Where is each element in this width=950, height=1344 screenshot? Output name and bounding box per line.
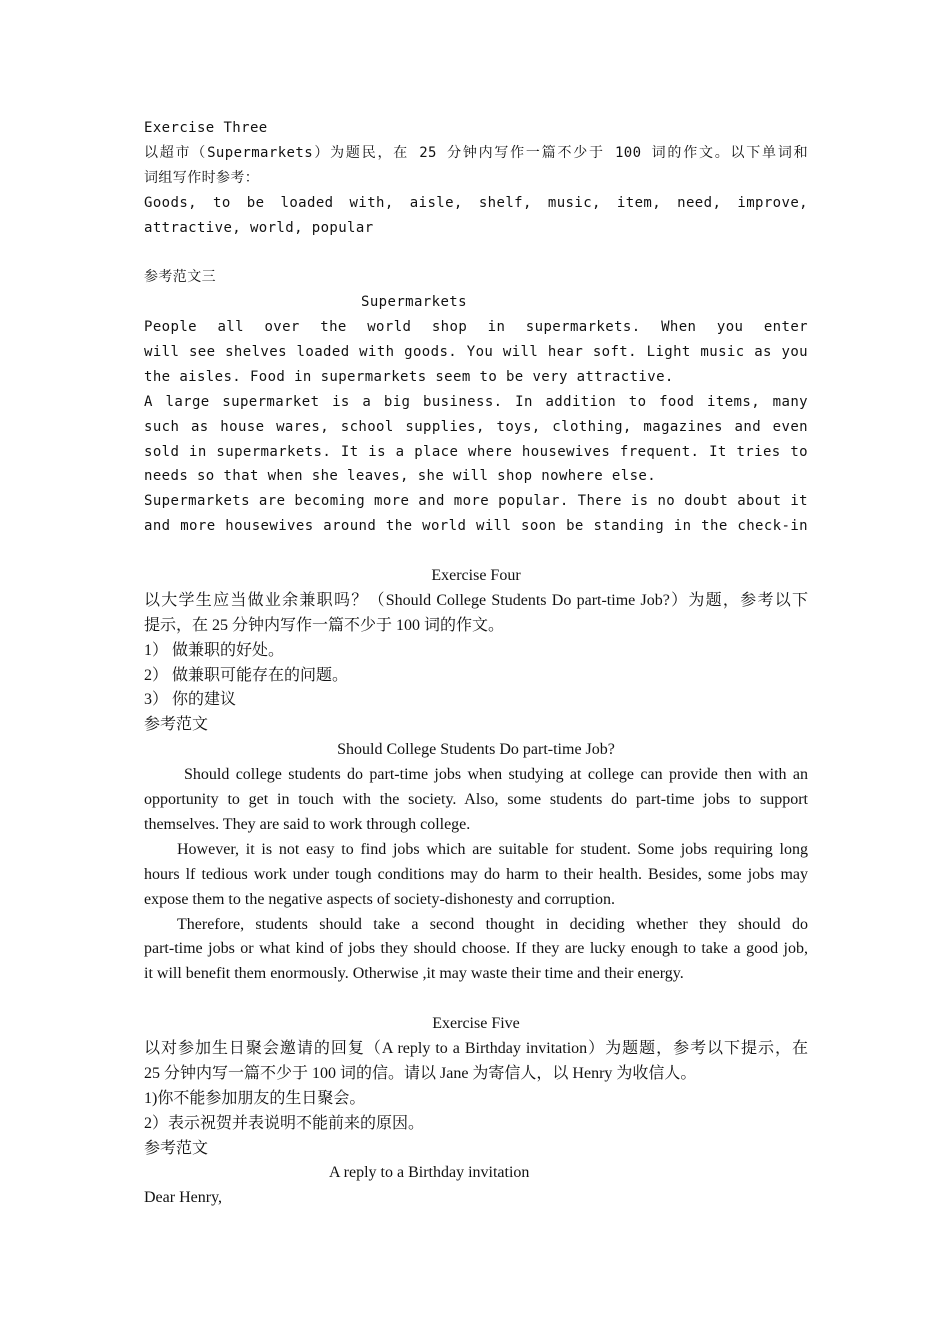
exercise-three-prompt-line: Goods, to be loaded with, aisle, shelf, music, item, need, improve, xyxy=(144,194,808,211)
exercise-three-essay-line: A large supermarket is a big business. In addition to food items, many xyxy=(144,393,808,410)
exercise-five-salutation: Dear Henry, xyxy=(144,1189,223,1207)
spacer xyxy=(144,539,808,564)
exercise-four-prompt-item: 1） 做兼职的好处。 xyxy=(144,641,285,659)
exercise-five-prompt-line: 以对参加生日聚会邀请的回复（A reply to a Birthday invitation）为题题，参考以下提示，在 xyxy=(144,1039,808,1057)
exercise-four-prompt-line: 提示，在 25 分钟内写作一篇不少于 100 词的作文。 xyxy=(144,616,505,634)
exercise-three-essay-line: needs so that when she leaves, she will shop nowhere else. xyxy=(144,468,657,485)
exercise-three-prompt-line: 词组写作时参考： xyxy=(144,169,260,186)
exercise-five-reference-label: 参考范文 xyxy=(144,1139,209,1157)
document-page xyxy=(144,116,808,1211)
exercise-five-letter-title: A reply to a Birthday invitation xyxy=(329,1164,530,1182)
exercise-three-essay-line: the aisles. Food in supermarkets seem to be very attractive. xyxy=(144,368,674,385)
exercise-three-essay-line: sold in supermarkets. It is a place where housewives frequent. It tries to xyxy=(144,443,808,460)
exercise-three-reference-label: 参考范文三 xyxy=(144,269,216,286)
exercise-five-heading: Exercise Five xyxy=(432,1015,520,1033)
exercise-four-essay-line: opportunity to get in touch with the society. Also, some students do part-time jobs to support xyxy=(144,791,808,809)
exercise-three-essay-title: Supermarkets xyxy=(361,294,467,311)
exercise-four-reference-label: 参考范文 xyxy=(144,716,209,734)
exercise-three-prompt-line: attractive, world, popular xyxy=(144,219,374,236)
exercise-five-prompt-item: 1)你不能参加朋友的生日聚会。 xyxy=(144,1089,366,1107)
exercise-four-prompt-line: 以大学生应当做业余兼职吗？（Should College Students Do part-time Job?）为题，参考以下 xyxy=(144,591,808,609)
exercise-four-prompt-item: 3） 你的建议 xyxy=(144,691,237,709)
exercise-five-prompt-item: 2）表示祝贺并表说明不能前来的原因。 xyxy=(144,1114,425,1132)
exercise-four-essay-line: hours lf tedious work under tough conditions may do harm to their health. Besides, some jobs may xyxy=(144,865,808,883)
exercise-four-essay-line: part-time jobs or what kind of jobs they should choose. If they are lucky enough to take a good job, xyxy=(144,940,808,958)
exercise-four-heading: Exercise Four xyxy=(431,567,521,585)
exercise-three-essay-line: Supermarkets are becoming more and more popular. There is no doubt about it xyxy=(144,493,808,510)
exercise-four-essay-line: expose them to the negative aspects of society-dishonesty and corruption. xyxy=(144,890,615,908)
exercise-four-essay-line: Therefore, students should take a second thought in deciding whether they should do xyxy=(177,915,808,933)
exercise-four-essay-line: However, it is not easy to find jobs which are suitable for student. Some jobs requiring long xyxy=(177,840,808,858)
exercise-four-prompt-item: 2） 做兼职可能存在的问题。 xyxy=(144,666,349,684)
exercise-five-prompt-line: 25 分钟内写一篇不少于 100 词的信。请以 Jane 为寄信人，以 Henry 为收信人。 xyxy=(144,1064,697,1082)
exercise-three-essay-line: such as house wares, school supplies, toys, clothing, magazines and even xyxy=(144,418,808,435)
spacer xyxy=(144,987,808,1012)
exercise-three-prompt-line: 以超市（Supermarkets）为题民，在 25 分钟内写作一篇不少于 100 词的作文。以下单词和 xyxy=(144,144,808,161)
exercise-four-essay-title: Should College Students Do part-time Job? xyxy=(337,741,615,759)
exercise-four-essay-line: it will benefit them enormously. Otherwise ,it may waste their time and their energy. xyxy=(144,965,684,983)
exercise-four-essay-line: Should college students do part-time jobs when studying at college can provide then with an xyxy=(184,766,808,784)
spacer xyxy=(144,240,808,265)
exercise-four-essay-line: themselves. They are said to work through college. xyxy=(144,815,471,833)
exercise-three-essay-line: will see shelves loaded with goods. You will hear soft. Light music as you xyxy=(144,344,808,361)
exercise-three-essay-line: People all over the world shop in supermarkets. When you enter xyxy=(144,319,808,336)
exercise-three-essay-line: and more housewives around the world will soon be standing in the check-in xyxy=(144,518,808,535)
exercise-three-heading: Exercise Three xyxy=(144,120,268,136)
